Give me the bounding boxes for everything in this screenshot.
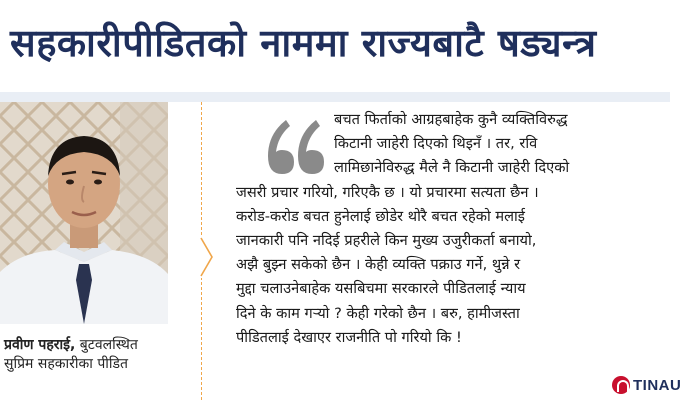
quote-line: करोड-करोड बचत हुनेलाई छोडेर थोरै बचत रहेको मलाई [236,207,525,225]
quote-line: जानकारी पनि नदिई प्रहरीले किन मुख्य उजुरीकर्ता बनायो, [236,231,537,249]
quote-line: लामिछानेविरुद्ध मैले नै किटानी जाहेरी दिएको [334,159,570,177]
quote-line: अझै बुझ्न सकेको छैन । केही व्यक्ति पक्राउ गर्ने, थुन्ने र [236,256,521,274]
caption-location: बुटवलस्थित [79,337,138,353]
headline: सहकारीपीडितको नाममा राज्यबाटै षड्यन्त्र [10,21,597,65]
portrait-photo [0,102,168,324]
logo-text: TINAU [633,376,682,394]
tinau-logo-icon [612,376,630,394]
quote-line: जसरी प्रचार गरियो, गरिएकै छ । यो प्रचारमा सत्यता छैन । [236,183,539,201]
quote-text [236,108,686,350]
tinau-logo [612,374,681,396]
quote-line: मुद्दा चलाउनेबाहेक यसबिचमा सरकारले पीडितलाई न्याय [236,280,526,298]
photo-caption [4,336,194,374]
caption-line-2: सुप्रिम सहकारीका पीडित [4,356,129,372]
quote-line: किटानी जाहेरी दिएको थिइनँ । तर, रवि [334,135,538,153]
quote-line: दिने के काम गऱ्यो ? केही गरेको छैन । बरु, हामीजस्ता [236,304,520,322]
caption-name: प्रवीण पहराई, [4,337,76,353]
headline-rule [0,92,670,102]
quote-line: बचत फिर्ताको आग्रहबाहेक कुनै व्यक्तिविरुद्ध [334,111,568,128]
headline-band [0,0,670,92]
chevron-right-icon [197,236,215,278]
caption-line-1 [4,336,194,355]
portrait-illustration [0,102,168,324]
quote-line: पीडितलाई देखाएर राजनीति पो गरियो कि ! [236,328,462,346]
